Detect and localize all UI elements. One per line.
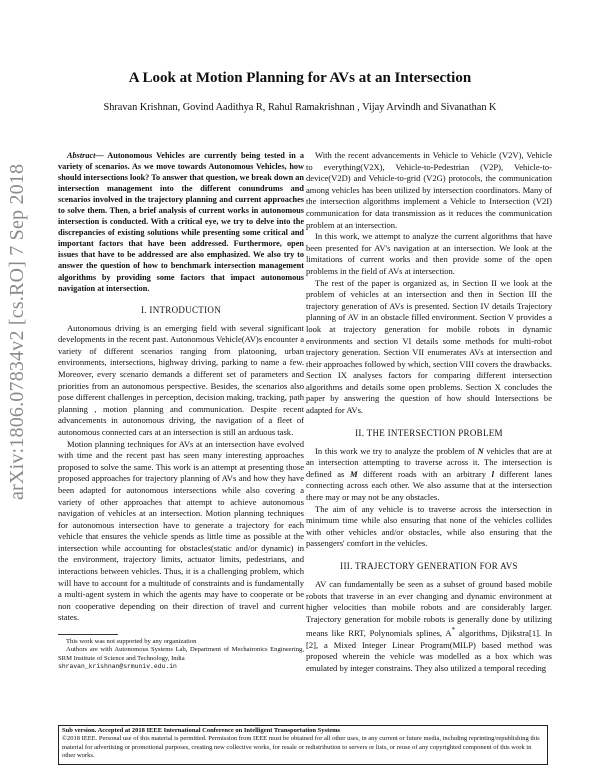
problem-text-c: different roads with an arbitrary — [357, 468, 492, 479]
abstract-text: — Autonomous Vehicles are currently being tested in a variety of scenarios. As we move towards Autonomous Vehicles, how should intersections look? To answer that question, we break down an intersection management into the different conundrums and scenarios involved in the trajectory planning and current approaches to solve them. Then, a brief analysis of current works in autonomous intersection is conducted. With a critical eye, we try to delve into the discrepancies of existing solutions while presenting some critical and important factors that have been addressed. Furthermore, open issues that have to be addressed are also emphasized. We also try to answer the question of how to benchmark intersection management algorithms by providing some factors that impact autonomous navigation at intersection. — [58, 151, 304, 293]
footnote-funding: This work was not supported by any organization — [66, 638, 197, 646]
intro-paragraph-2: Motion planning techniques for AVs at an intersection have evolved with time and the recent past has seen many interesting approaches proposed to solve the same. This work is an attempt at presenting those proposed approaches for trajectory planning of AVs and how they have been adapted for autonomous intersections while also covering a variety of other approaches that attempt to achieve autonomous navigation of vehicles at an intersection. Motion planning techniques for autonomous intersection have to generate a trajectory for each vehicle that ensures the vehicle spends as little time as possible at the intersection while accounting for obstacles(static and/or dynamic) in the environment, trajectory limits, actuator limits, pedestrians, and interactions between vehicles. Thus, it is a challenging problem, which will have to account for a multitude of constraints and is fundamentally a multi-agent system in which the agents may have to cooperate or be non cooperative depending on their direction of travel and current states. — [58, 438, 304, 623]
abstract — [58, 150, 304, 294]
abstract-label: Abstract — [67, 151, 96, 160]
notice-copyright-text: ©2018 IEEE. Personal use of this material is permitted. Permission from IEEE must be obtained for all other uses, in any current or future media, including reprinting/republishing this material for advertising or promotional purposes, creating new collective works, for resale or redistribution to servers or lists, or reuse of any copyrighted component of this work in other works. — [62, 735, 540, 759]
right-paragraph-2: In this work, we attempt to analyze the current algorithms that have been presented for AV's navigation at an intersection. We look at the limitations of current works and then provide some of the open problems in the field of AVs at intersection. — [306, 231, 552, 276]
footnote-affiliation: Authors are with Autonomous Systems Lab, Department of Mechatronics Engineering, SRM Institute of Science and Technology, India — [58, 646, 304, 662]
left-column — [58, 150, 304, 672]
right-paragraph-3: The rest of the paper is organized as, in Section II we look at the problem of vehicles at an intersection and then in Section III the trajectory generation of AVs is presented. Section IV details Trajectory planning of AV in an obstacle filled environment. Section V provides a look at trajectory generation for mobile robots in dynamic environments and section VI details some methods for multi-robot trajectory generation. Section VII enumerates AVs at intersection and their approaches followed by which, section VIII covers the drawbacks. Section IX analyses factors for comparing different intersection algorithms and details some open problems. Section X concludes the paper by answering the question of how should Intersections be adapted for AVs. — [306, 277, 552, 416]
traj-text-b: algorithms, Djikstra[1]. In [2], a Mixed Integer Linear Program(MILP) based method was proposed wherein the vehicle was modelled as a box which was emulated by integer constrains. They also utilized a temporal receding — [306, 628, 552, 673]
footnote-divider — [58, 634, 118, 635]
var-n: N — [477, 445, 484, 456]
traj-text-a: AV can fundamentally be seen as a subset of ground based mobile robots that traverse in an ever changing and dynamic environment at higher velocities than mobile robots and are considerably larger. Trajectory generation for mobile robots is generally done by utilizing means like RRT, Polynomials splines, A — [306, 579, 552, 639]
section-heading-intersection-problem: II. THE INTERSECTION PROBLEM — [355, 427, 503, 438]
copyright-notice-box — [58, 725, 548, 765]
intro-paragraph-1: Autonomous driving is an emerging field with several significant developments in the recent past. Autonomous Vehicle(AV)s encounter a variety of different scenarios ranging from platooning, urban environments, intersections, highway driving, parking to name a few. Moreover, every scenario demands a different set of parameters and priorities from an autonomous perspective. Besides, the scenarios also pose different challenges in perception, decision making, tracking, path planning , motion planning and communication. Despite recent advancements in autonomous driving, the navigation of a fleet of autonomous connected cars at an intersection is still an arduous task. — [58, 322, 304, 437]
footnote-email-line — [58, 663, 304, 671]
problem-paragraph-2: The aim of any vehicle is to traverse across the intersection in minimum time while also ensuring that none of the vehicles collides with other vehicles and/or obstacles, while also ensuring that the passengers' comfort in the vehicles. — [306, 503, 552, 549]
problem-text-d: different lanes connecting across each other. We also assume that at the intersection there may or may not be any obstacles. — [306, 468, 552, 503]
arxiv-identifier: arXiv:1806.07834v2 [cs.RO] 7 Sep 2018 — [6, 163, 28, 500]
problem-text-a: In this work we try to analyze the problem of — [315, 445, 478, 456]
notice-accepted-line: Sub version. Accepted at 2018 IEEE International Conference on Intelligent Transportation Systems — [62, 727, 341, 734]
var-l: l — [491, 468, 494, 479]
right-paragraph-1: With the recent advancements in Vehicle to Vehicle (V2V), Vehicle to everything(V2X), Vehicle-to-Pedestrian (V2P), Vehicle-to-device(V2D) and Vehicle-to-grid (V2G) protocols, the communication among vehicles has been utilized by intersection coordinators. Many of the intersection algorithms implement a Vehicle to Intersection (V2I) communication for data transmission as it reduces the communication problem at an intersection. — [306, 150, 552, 230]
paper-title: A Look at Motion Planning for AVs at an Intersection — [128, 70, 472, 86]
problem-text-b: vehicles that are at an intersection attempting to traverse across it. The intersection is defined as — [306, 445, 552, 479]
trajectory-paragraph-1 — [306, 579, 552, 675]
a-star-superscript: * — [451, 626, 456, 635]
section-heading-trajectory-generation: III. TRAJECTORY GENERATION FOR AVS — [340, 561, 518, 571]
right-column — [306, 150, 552, 675]
var-m: M — [349, 468, 358, 479]
section-heading-introduction: I. INTRODUCTION — [141, 304, 221, 315]
author-list: Shravan Krishnan, Govind Aadithya R, Rahul Ramakrishnan , Vijay Arvindh and Sivanathan K — [103, 102, 497, 113]
problem-paragraph-1 — [306, 446, 552, 504]
author-email[interactable]: shravan_krishnan@srmuniv.edu.in — [58, 663, 177, 671]
